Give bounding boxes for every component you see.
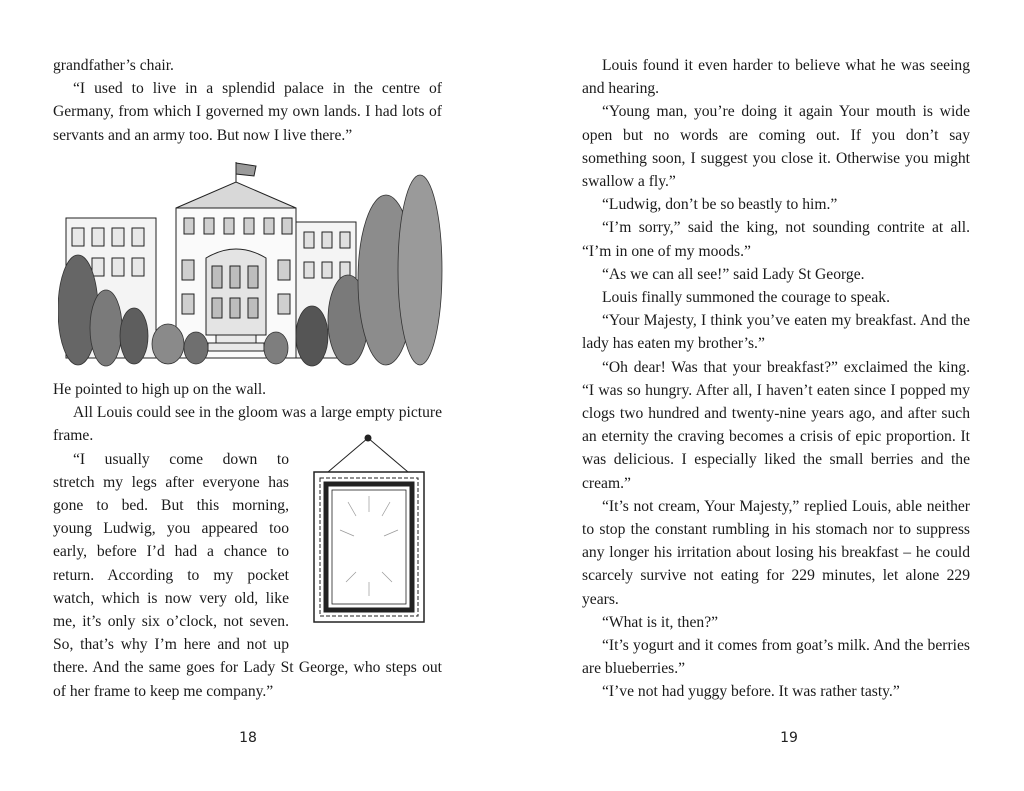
paragraph: “It’s not cream, Your Majesty,” replied Louis, able neither to stop the constant rumbling in his stomach nor to suppress any longer his irritation about losing his breakfast – he could scarcely survive not eating for 229 minutes, let alone 229 years. xyxy=(582,497,970,608)
text-line: watch, which is now very old, like xyxy=(53,589,289,607)
empty-picture-frame-illustration xyxy=(298,432,440,628)
paragraph: He pointed to high up on the wall. xyxy=(53,381,267,398)
text-line: early, before I’d had a chance to xyxy=(53,543,289,561)
text-line: So, that’s why I’m here and not up xyxy=(53,636,289,654)
text-line: stretch my legs after everyone has xyxy=(53,473,289,491)
paragraph: All Louis could see in the gloom was a large empty picture frame. xyxy=(53,404,442,445)
text-line: young Ludwig, you appeared too xyxy=(53,520,289,538)
paragraph: “What is it, then?” xyxy=(602,613,719,631)
paragraph: “It’s yogurt and it comes from goat’s milk. And the berries are blueberries.” xyxy=(582,637,970,678)
text-line: “I usually come down to xyxy=(73,450,289,468)
page-number: 19 xyxy=(780,730,798,746)
text-line: gone to bed. But this morning, xyxy=(53,497,289,515)
paragraph: “Your Majesty, I think you’ve eaten my breakfast. And the lady has eaten my brother’s.” xyxy=(582,312,970,353)
right-text xyxy=(582,54,970,704)
paragraph: “I used to live in a splendid palace in the centre of Germany, from which I governed my own lands. I had lots of servants and an army too. But now I live there.” xyxy=(53,80,442,144)
paragraph: Louis found it even harder to believe what he was seeing and hearing. xyxy=(582,57,970,98)
text-line: return. According to my pocket xyxy=(53,566,289,584)
paragraph: “I’ve not had yuggy before. It was rather tasty.” xyxy=(602,683,900,701)
paragraph: there. And the same goes for Lady St George, who steps out of her frame to keep me company.” xyxy=(53,659,442,700)
paragraph: Louis finally summoned the courage to speak. xyxy=(602,289,890,307)
text-line: me, it’s only six o’clock, not seven. xyxy=(53,613,289,631)
paragraph: “Young man, you’re doing it again Your mouth is wide open but no words are coming out. If you don’t say something soon, I suggest you close it. Otherwise you might swallow a fly.” xyxy=(582,103,970,191)
left-text-top xyxy=(53,54,442,147)
page-number: 18 xyxy=(239,730,257,746)
paragraph: grandfather’s chair. xyxy=(53,57,174,74)
paragraph: “Oh dear! Was that your breakfast?” exclaimed the king. “I was so hungry. After all, I haven’t eaten since I popped my clogs two hundred and twenty-nine years ago, and after such an eternity the craving becomes a crisis of epic proportion. It was delicious. I especially liked the small berries and the cream.” xyxy=(582,358,970,492)
right-page xyxy=(512,0,1024,791)
paragraph: “I’m sorry,” said the king, not sounding contrite at all. “I’m in one of my moods.” xyxy=(582,219,970,260)
palace-illustration xyxy=(58,160,443,370)
paragraph: “As we can all see!” said Lady St George. xyxy=(602,265,865,283)
paragraph: “Ludwig, don’t be so beastly to him.” xyxy=(602,196,838,214)
wrapped-paragraph xyxy=(53,448,289,657)
